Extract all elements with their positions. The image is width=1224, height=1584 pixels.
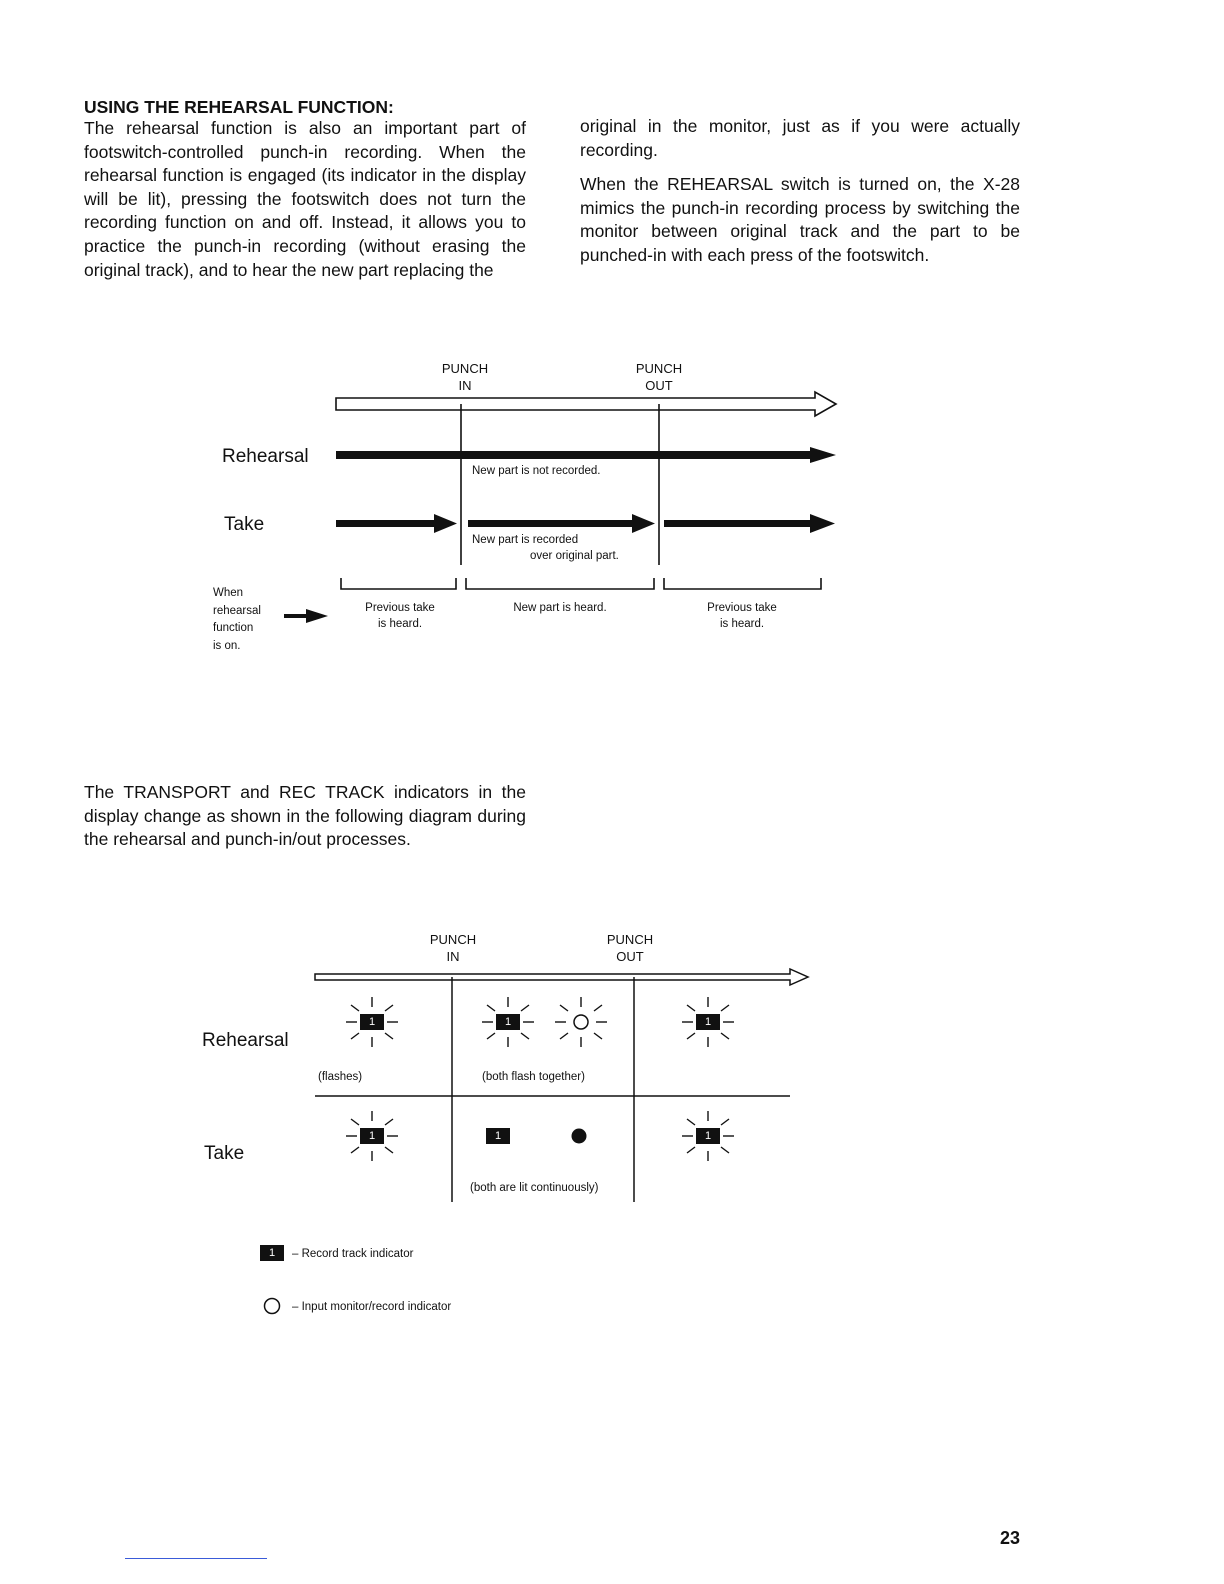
diagram2-punch-out-line1: PUNCH	[606, 932, 654, 947]
note-both-flash: (both flash together)	[482, 1071, 585, 1083]
punch-out-label-line2: OUT	[645, 378, 673, 393]
track-number-3: 1	[704, 1016, 712, 1028]
diagram2-row-take: Take	[204, 1143, 245, 1164]
paragraph-rehearsal-intro: The rehearsal function is also an important part of footswitch-controlled punch-in recording. When the rehearsal function is engaged (its indicator in the display will be lit), pressing the footswitch does not turn the recording function on and off. Instead, it allows you to practice the punch-in recording (without erasing the original track), and to hear the new part replacing the	[84, 118, 526, 280]
note-recorded-line2: over original part.	[530, 550, 619, 562]
note-recorded-line1: New part is recorded	[472, 534, 579, 546]
rehearsal-during-flashing-monitor-icon	[555, 997, 607, 1047]
legend-record-track-text: – Record track indicator	[292, 1248, 414, 1260]
heard-prev2-line2: is heard.	[719, 618, 765, 630]
when-label-line1: When	[213, 587, 244, 599]
note-not-recorded: New part is not recorded.	[472, 465, 601, 477]
track-number-2: 1	[504, 1016, 512, 1028]
page-number: 23	[1000, 1528, 1021, 1548]
diagram2-punch-out-line2: OUT	[616, 949, 644, 964]
paragraph-monitor: original in the monitor, just as if you were actually recording.	[580, 116, 1020, 160]
take-during-lit-record-icon	[572, 1129, 587, 1144]
diagram2-row-rehearsal: Rehearsal	[202, 1030, 289, 1051]
when-label-line3: function	[213, 622, 254, 634]
punch-in-label-line2: IN	[458, 378, 472, 393]
diagram2-punch-in-line2: IN	[446, 949, 460, 964]
legend-monitor-text: – Input monitor/record indicator	[292, 1301, 452, 1313]
paragraph-indicators: The TRANSPORT and REC TRACK indicators in the display change as shown in the following diagram during the rehearsal and punch-in/out processes.	[84, 782, 526, 850]
punch-out-label-line1: PUNCH	[635, 361, 683, 376]
heard-new-part: New part is heard.	[513, 602, 607, 614]
diagram2-timeline-arrow	[315, 969, 808, 985]
track-number-1: 1	[368, 1016, 376, 1028]
heard-prev1-line2: is heard.	[377, 618, 423, 630]
when-label-line4: is on.	[213, 639, 241, 652]
heard-prev1-line1: Previous take	[365, 602, 435, 614]
section-heading: USING THE REHEARSAL FUNCTION:	[84, 97, 394, 117]
diagram2-punch-in-line1: PUNCH	[429, 932, 477, 947]
note-both-lit: (both are lit continuously)	[470, 1182, 599, 1194]
punch-in-label-line1: PUNCH	[441, 361, 489, 376]
track-number-legend: 1	[268, 1247, 276, 1259]
track-number-5: 1	[494, 1130, 502, 1142]
paragraph-rehearsal-switch: When the REHEARSAL switch is turned on, the X-28 mimics the punch-in recording process by switching the monitor between original track and the part to be punched-in with each press of the footswitch.	[580, 174, 1020, 265]
footer-rule	[125, 1558, 267, 1559]
track-number-6: 1	[704, 1130, 712, 1142]
note-flashes: (flashes)	[318, 1071, 363, 1083]
diagram1-row-take: Take	[224, 514, 265, 535]
heard-prev2-line1: Previous take	[707, 602, 777, 614]
when-label-line2: rehearsal	[213, 604, 261, 617]
track-number-4: 1	[368, 1130, 376, 1142]
diagram1-row-rehearsal: Rehearsal	[222, 446, 309, 467]
legend-monitor-icon	[265, 1299, 280, 1314]
